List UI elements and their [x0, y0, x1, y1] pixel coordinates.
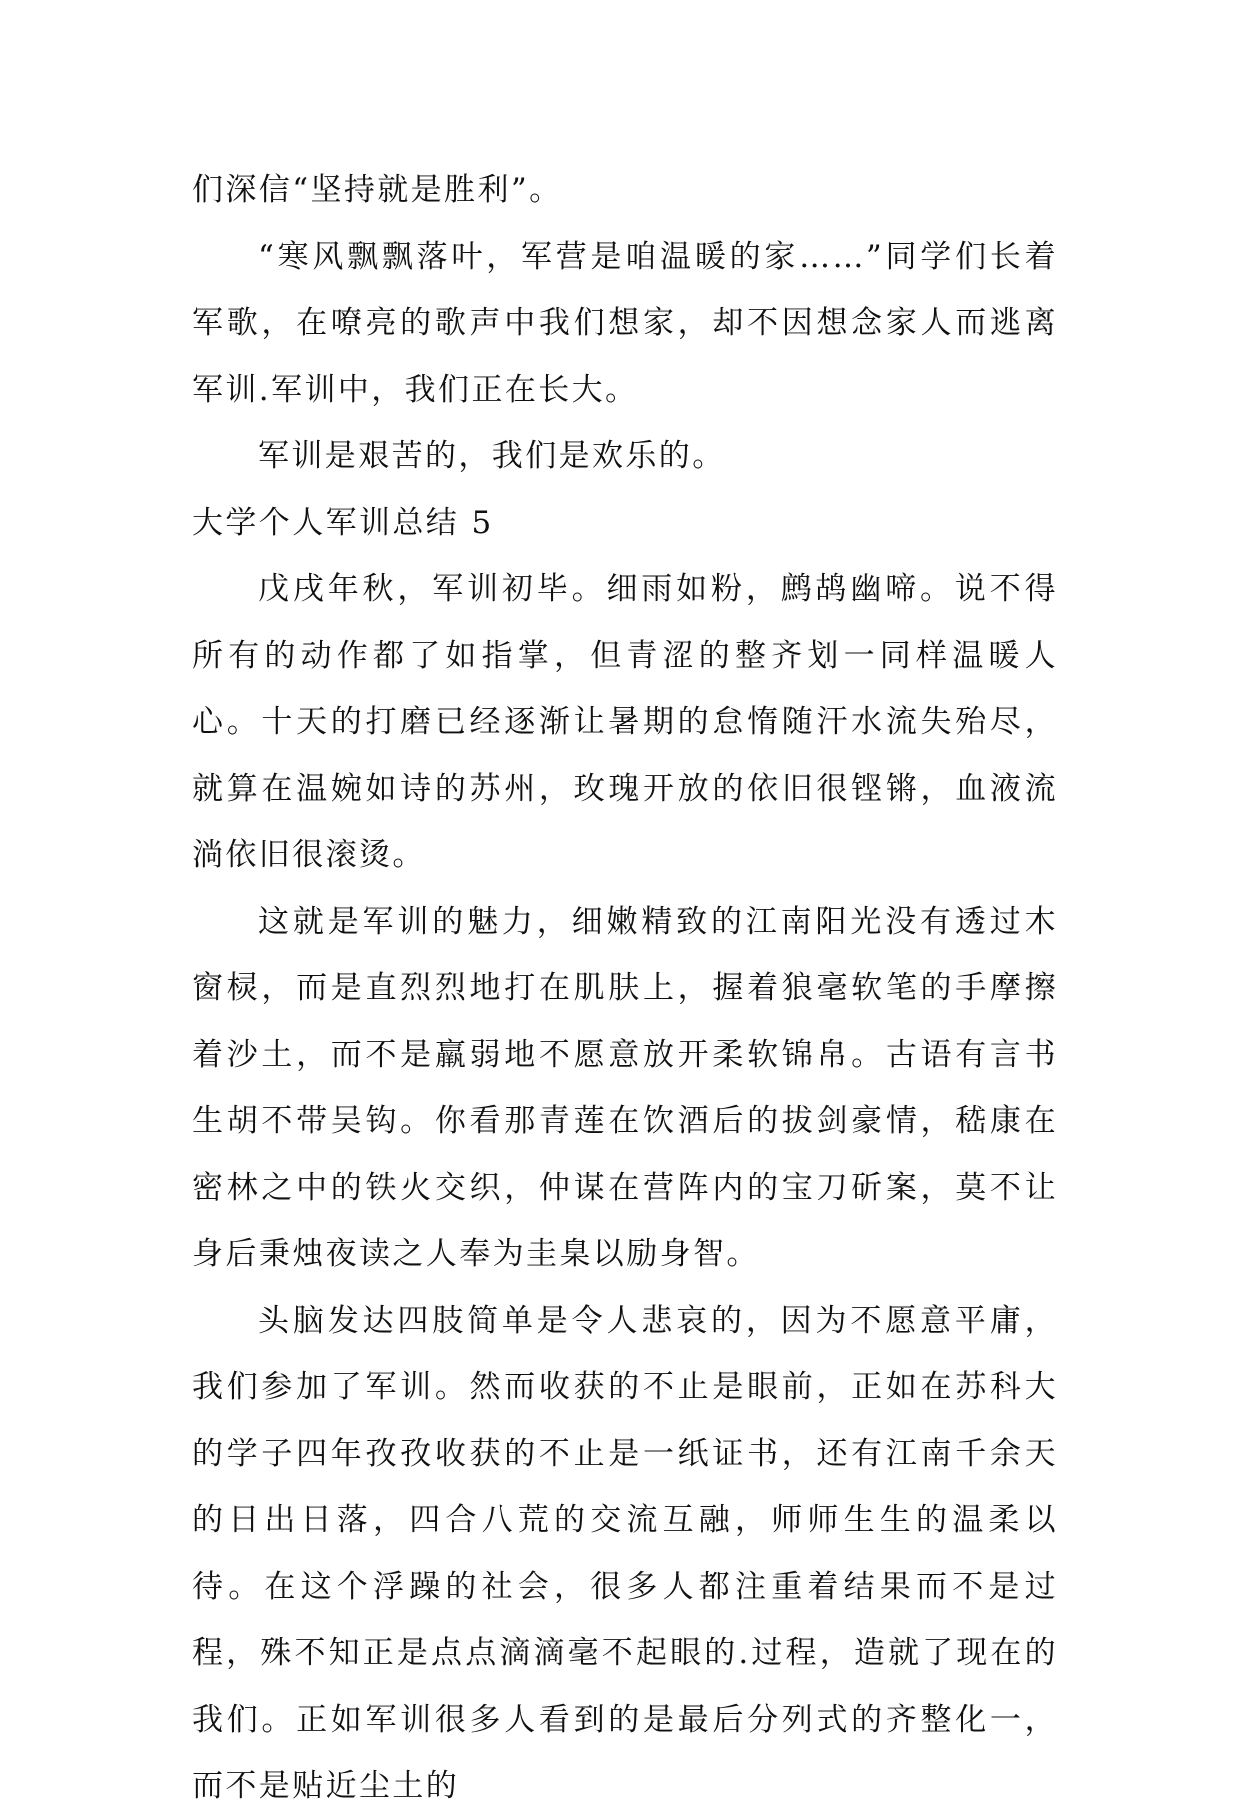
- document-body: [192, 157, 1058, 1820]
- section-heading: 大学个人军训总结 5: [192, 504, 494, 541]
- paragraph-autumn: 戊戌年秋，军训初毕。细雨如粉，鹧鸪幽啼。说不得所有的动作都了如指掌，但青涩的整齐划一同样温暖人心。十天的打磨已经逐渐让暑期的怠惰随汗水流失殆尽，就算在温婉如诗的苏州，玫瑰开放的依旧很铿锵，血液流淌依旧很滚烫。: [192, 571, 1058, 873]
- paragraph-continuation: 们深信“坚持就是胜利”。: [192, 172, 563, 208]
- paragraph-hardship: 军训是艰苦的，我们是欢乐的。: [258, 438, 726, 474]
- paragraph-charm: 这就是军训的魅力，细嫩精致的江南阳光没有透过木窗棂，而是直烈烈地打在肌肤上，握着狼毫软笔的手摩擦着沙土，而不是羸弱地不愿意放开柔软锦帛。古语有言书生胡不带吴钩。你看那青莲在饮酒后的拔剑豪情，嵇康在密林之中的铁火交织，仲谋在营阵内的宝刀斫案，莫不让身后秉烛夜读之人奉为圭臬以励身智。: [192, 903, 1058, 1272]
- paragraph-growth: 头脑发达四肢简单是令人悲哀的，因为不愿意平庸，我们参加了军训。然而收获的不止是眼前，正如在苏科大的学子四年孜孜收获的不止是一纸证书，还有江南千余天的日出日落，四合八荒的交流互融，师师生生的温柔以待。在这个浮躁的社会，很多人都注重着结果而不是过程，殊不知正是点点滴滴毫不起眼的.过程，造就了现在的我们。正如军训很多人看到的是最后分列式的齐整化一，而不是贴近尘土的: [192, 1302, 1058, 1804]
- paragraph-army-song: “寒风飘飘落叶，军营是咱温暖的家……”同学们长着军歌，在嘹亮的歌声中我们想家，却不因想念家人而逃离军训.军训中，我们正在长大。: [192, 238, 1058, 408]
